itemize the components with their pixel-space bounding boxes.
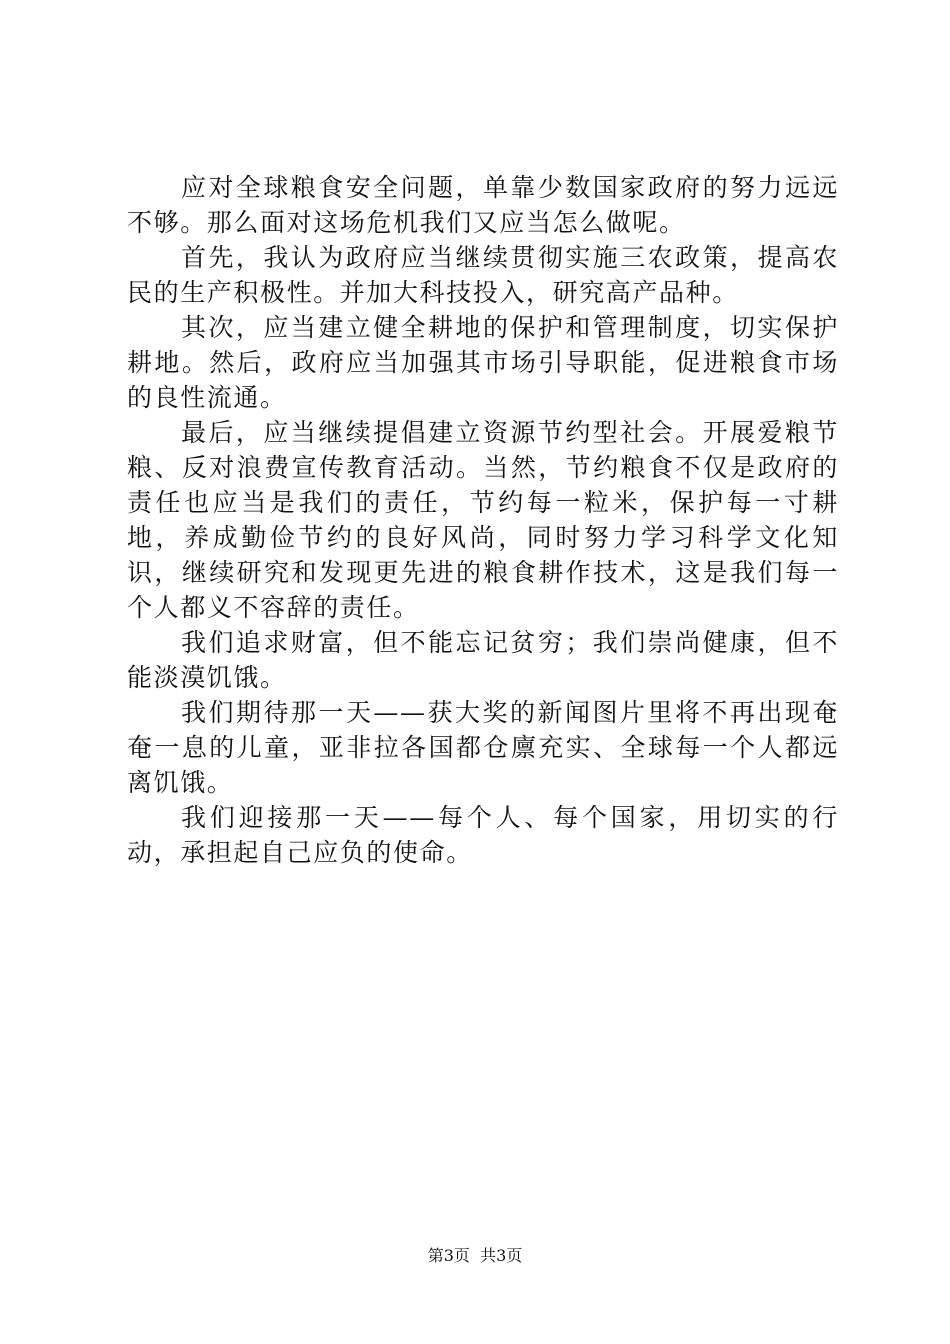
paragraph-7: 我们迎接那一天——每个人、每个国家，用切实的行动，承担起自己应负的使命。: [127, 803, 839, 867]
paragraph-4: 最后，应当继续提倡建立资源节约型社会。开展爱粮节粮、反对浪费宣传教育活动。当然，节约粮食不仅是政府的责任也应当是我们的责任，节约每一粒米，保护每一寸耕地，养成勤俭节约的良好风尚，同时努力学习科学文化知识，继续研究和发现更先进的粮食耕作技术，这是我们每一个人都义不容辞的责任。: [127, 418, 839, 622]
page-footer: 第3页 共3页: [427, 1246, 523, 1265]
paragraph-1: 应对全球粮食安全问题，单靠少数国家政府的努力远远不够。那么面对这场危机我们又应当怎么做呢。: [127, 173, 839, 237]
paragraph-5: 我们追求财富，但不能忘记贫穷；我们崇尚健康，但不能淡漠饥饿。: [127, 628, 839, 692]
paragraph-3: 其次，应当建立健全耕地的保护和管理制度，切实保护耕地。然后，政府应当加强其市场引导职能，促进粮食市场的良性流通。: [127, 313, 839, 412]
document-body: [127, 170, 839, 870]
paragraph-6: 我们期待那一天——获大奖的新闻图片里将不再出现奄奄一息的儿童，亚非拉各国都仓廪充实、全球每一个人都远离饥饿。: [127, 698, 839, 797]
paragraph-2: 首先，我认为政府应当继续贯彻实施三农政策，提高农民的生产积极性。并加大科技投入，研究高产品种。: [127, 243, 839, 307]
